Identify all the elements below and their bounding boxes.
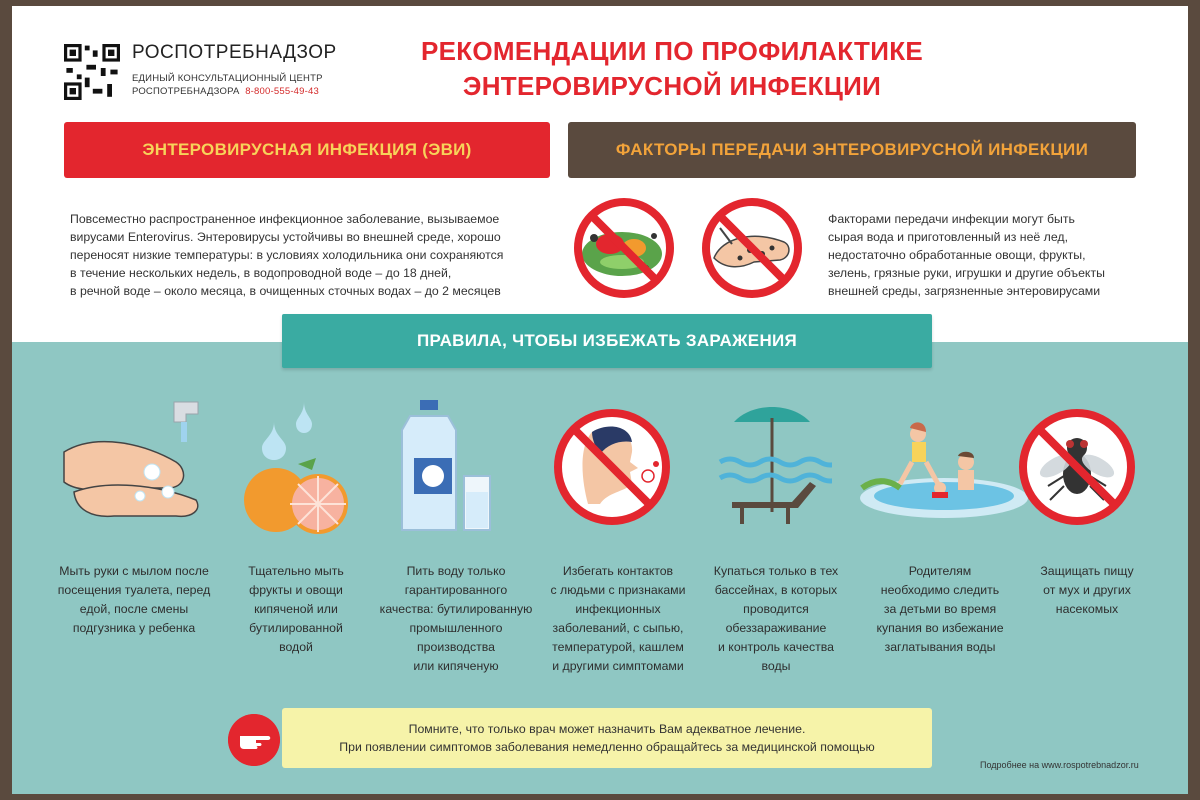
rule-caption	[698, 562, 854, 676]
page-title	[392, 34, 952, 104]
factors-line: сырая вода и приготовленный из неё лед,	[828, 230, 1069, 244]
org-phone[interactable]: 8-800-555-49-43	[245, 86, 319, 97]
evi-description	[70, 210, 560, 300]
rule-caption-line: и другими симптомами	[552, 659, 684, 673]
more-info-link[interactable]: Подробнее на www.rospotrebnadzor.ru	[980, 760, 1139, 770]
factors-line: зелень, грязные руки, игрушки и другие объекты	[828, 266, 1105, 280]
rule-caption-line: воды	[761, 659, 791, 673]
rule-caption-line: Избегать контактов	[562, 564, 674, 578]
rule-caption-line: гарантированного	[404, 583, 508, 597]
qr-code-icon	[64, 44, 120, 100]
rule-caption-line: купания во избежание	[876, 621, 1004, 635]
rule-caption-line: бутилированной	[249, 621, 343, 635]
rule-caption-line: Пить воду только	[406, 564, 506, 578]
evi-line: в речной воде – около месяца, в очищенных сточных водах – до 2 месяцев	[70, 284, 501, 298]
factors-heading: ФАКТОРЫ ПЕРЕДАЧИ ЭНТЕРОВИРУСНОЙ ИНФЕКЦИИ	[568, 122, 1136, 178]
factors-line: внешней среды, загрязненные энтеровирусами	[828, 284, 1101, 298]
rule-caption	[860, 562, 1020, 657]
poster	[12, 6, 1188, 794]
rule-caption-line: необходимо следить	[880, 583, 1000, 597]
rule-caption	[222, 562, 370, 657]
rule-caption-line: производства	[417, 640, 495, 654]
factors-description	[828, 210, 1148, 300]
notice-line2: При появлении симптомов заболевания немедленно обращайтесь за медицинской помощью	[339, 740, 875, 754]
rule-caption-line: Купаться только в тех	[713, 564, 839, 578]
rule-caption-line: или кипяченую	[413, 659, 499, 673]
hand-washing-icon	[56, 392, 216, 542]
org-name: РОСПОТРЕБНАДЗОР	[132, 42, 337, 63]
pointing-hand-icon	[228, 714, 280, 766]
org-subtitle-line2: РОСПОТРЕБНАДЗОРА	[132, 86, 240, 97]
rule-caption-line: Тщательно мыть	[248, 564, 344, 578]
rule-caption-line: проводится	[743, 602, 809, 616]
rule-caption-line: фрукты и овощи	[249, 583, 343, 597]
org-subtitle-line1: ЕДИНЫЙ КОНСУЛЬТАЦИОННЫЙ ЦЕНТР	[132, 73, 323, 84]
page-title-line2: ЭНТЕРОВИРУСНОЙ ИНФЕКЦИИ	[462, 71, 882, 101]
rule-caption	[46, 562, 222, 638]
evi-line: в течение нескольких недель, в водопроводной воде – до 18 дней,	[70, 266, 452, 280]
no-dirty-vegetables-icon	[564, 188, 684, 308]
bottled-water-icon	[392, 392, 502, 542]
rule-caption-line: водой	[279, 640, 313, 654]
factors-line: Факторами передачи инфекции могут быть	[828, 212, 1075, 226]
fruit-washing-icon	[232, 392, 352, 542]
parents-swimming-icon	[848, 392, 1028, 542]
rule-caption-line: с людьми с признаками	[550, 583, 686, 597]
rules-heading: ПРАВИЛА, ЧТОБЫ ИЗБЕЖАТЬ ЗАРАЖЕНИЯ	[282, 314, 932, 368]
rule-caption-line: едой, после смены	[79, 602, 189, 616]
rule-caption-line: за детьми во время	[883, 602, 997, 616]
rule-caption-line: обеззараживание	[725, 621, 827, 635]
rule-caption-line: заглатывания воды	[884, 640, 996, 654]
rule-caption	[534, 562, 702, 676]
rule-caption-line: и контроль качества	[718, 640, 834, 654]
rule-caption-line: подгузника у ребенка	[72, 621, 196, 635]
rule-caption-line: Защищать пищу	[1040, 564, 1134, 578]
rule-caption-line: от мух и других	[1043, 583, 1131, 597]
evi-heading: ЭНТЕРОВИРУСНАЯ ИНФЕКЦИЯ (ЭВИ)	[64, 122, 550, 178]
rule-caption-line: заболеваний, с сыпью,	[552, 621, 684, 635]
factors-line: недостаточно обработанные овощи, фрукты,	[828, 248, 1086, 262]
rule-caption-line: промышленного	[409, 621, 503, 635]
notice-line1: Помните, что только врач может назначить Вам адекватное лечение.	[408, 722, 806, 736]
rule-caption-line: инфекционных	[575, 602, 661, 616]
rule-caption-line: посещения туалета, перед	[57, 583, 211, 597]
pool-icon	[712, 392, 832, 542]
page-title-line1: РЕКОМЕНДАЦИИ ПО ПРОФИЛАКТИКЕ	[420, 36, 924, 66]
no-sick-contact-icon	[552, 392, 672, 542]
no-dirty-hands-icon	[692, 188, 812, 308]
doctor-notice	[282, 708, 932, 768]
org-subtitle	[132, 72, 323, 98]
rule-caption	[1022, 562, 1152, 619]
rule-caption-line: температурой, кашлем	[552, 640, 684, 654]
rule-caption-line: качества: бутилированную	[379, 602, 533, 616]
evi-line: Повсеместно распространенное инфекционное заболевание, вызываемое	[70, 212, 500, 226]
rule-caption-line: Мыть руки с мылом после	[59, 564, 209, 578]
rule-caption-line: бассейнах, в которых	[714, 583, 838, 597]
no-flies-icon	[1012, 392, 1142, 542]
evi-line: переносят низкие температуры: в условиях холодильника они сохраняются	[70, 248, 504, 262]
rule-caption-line: кипяченой или	[254, 602, 338, 616]
rule-caption	[372, 562, 540, 676]
evi-line: вирусами Enterovirus. Энтеровирусы устойчивы во внешней среде, хорошо	[70, 230, 501, 244]
rule-caption-line: Родителям	[908, 564, 972, 578]
rule-caption-line: насекомых	[1055, 602, 1119, 616]
